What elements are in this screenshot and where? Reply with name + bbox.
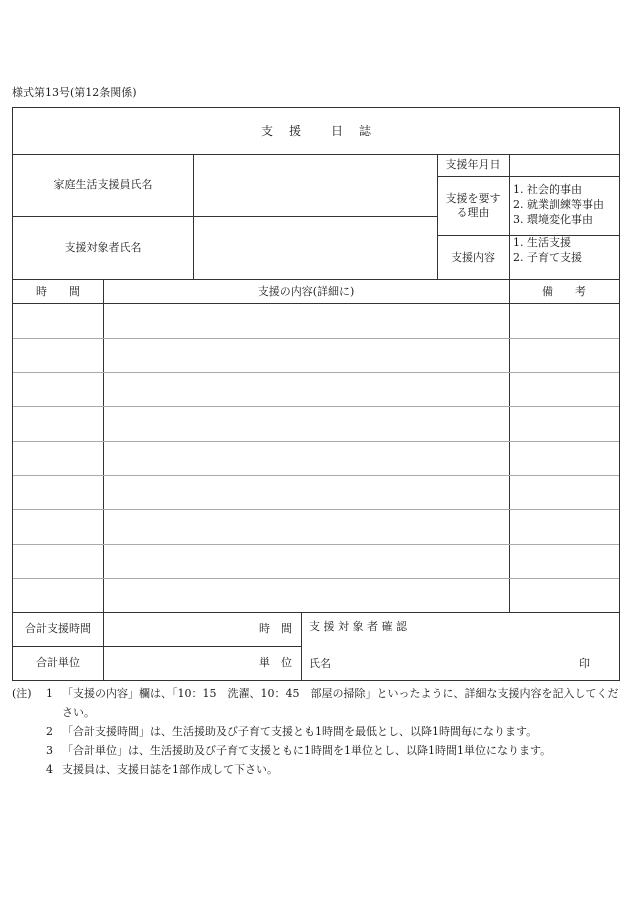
note-text: 支援員は、支援日誌を1部作成して下さい。 xyxy=(62,763,278,776)
reason-option[interactable]: 1. 社会的事由 xyxy=(513,183,582,196)
total-time-label: 合計支援時間 xyxy=(25,622,91,635)
note-number: 4 xyxy=(46,763,53,776)
note-item xyxy=(12,760,620,779)
content-options xyxy=(513,236,582,265)
support-content-label: 支援内容 xyxy=(451,251,495,264)
note-text: 「合計単位」は、生活援助及び子育て支援ともに1時間を1単位とし、以降1時間1単位になります。 xyxy=(62,744,552,757)
content-option[interactable]: 2. 子育て支援 xyxy=(513,251,582,264)
reason-option[interactable]: 3. 環境変化事由 xyxy=(513,213,593,226)
target-name-label: 支援対象者氏名 xyxy=(64,241,142,254)
column-header-detail: 支援の内容(詳細に) xyxy=(257,285,355,298)
total-units-unit: 単 位 xyxy=(259,656,292,669)
note-text: 「支援の内容」欄は、「10：15 洗濯、10：45 部屋の掃除」といったように、詳細な支援内容を記入してください。 xyxy=(62,687,619,719)
notes-prefix: (注) xyxy=(12,687,32,700)
support-date-field[interactable] xyxy=(511,156,617,174)
column-header-remarks: 備 考 xyxy=(542,285,586,298)
seal-mark: 印 xyxy=(579,657,590,670)
note-item xyxy=(12,741,620,760)
column-header-time: 時 間 xyxy=(36,285,80,298)
reason-option[interactable]: 2. 就業訓練等事由 xyxy=(513,198,604,211)
helper-name-label: 家庭生活支援員氏名 xyxy=(53,178,153,191)
note-item xyxy=(12,684,620,722)
support-log-form xyxy=(12,107,620,681)
content-option[interactable]: 1. 生活支援 xyxy=(513,236,571,249)
notes xyxy=(12,684,620,779)
note-item xyxy=(12,722,620,741)
reason-options xyxy=(513,183,604,227)
reason-label-line2: る理由 xyxy=(456,206,490,219)
helper-name-field[interactable] xyxy=(195,156,435,214)
note-number: 1 xyxy=(46,687,53,700)
total-time-unit: 時 間 xyxy=(259,622,292,635)
target-confirmation-label: 支 援 対 象 者 確 認 xyxy=(309,620,407,633)
form-title: 支 援 日 誌 xyxy=(260,124,373,138)
support-date-label: 支援年月日 xyxy=(445,158,501,171)
reason-label-line1: 支援を要す xyxy=(445,192,501,205)
confirm-name-label: 氏名 xyxy=(309,657,331,670)
note-number: 2 xyxy=(46,725,53,738)
target-name-field[interactable] xyxy=(195,218,435,276)
note-number: 3 xyxy=(46,744,53,757)
note-text: 「合計支援時間」は、生活援助及び子育て支援とも1時間を最低とし、以降1時間毎になります。 xyxy=(62,725,538,738)
total-units-label: 合計単位 xyxy=(36,656,80,669)
form-id: 様式第13号(第12条関係) xyxy=(12,86,137,99)
